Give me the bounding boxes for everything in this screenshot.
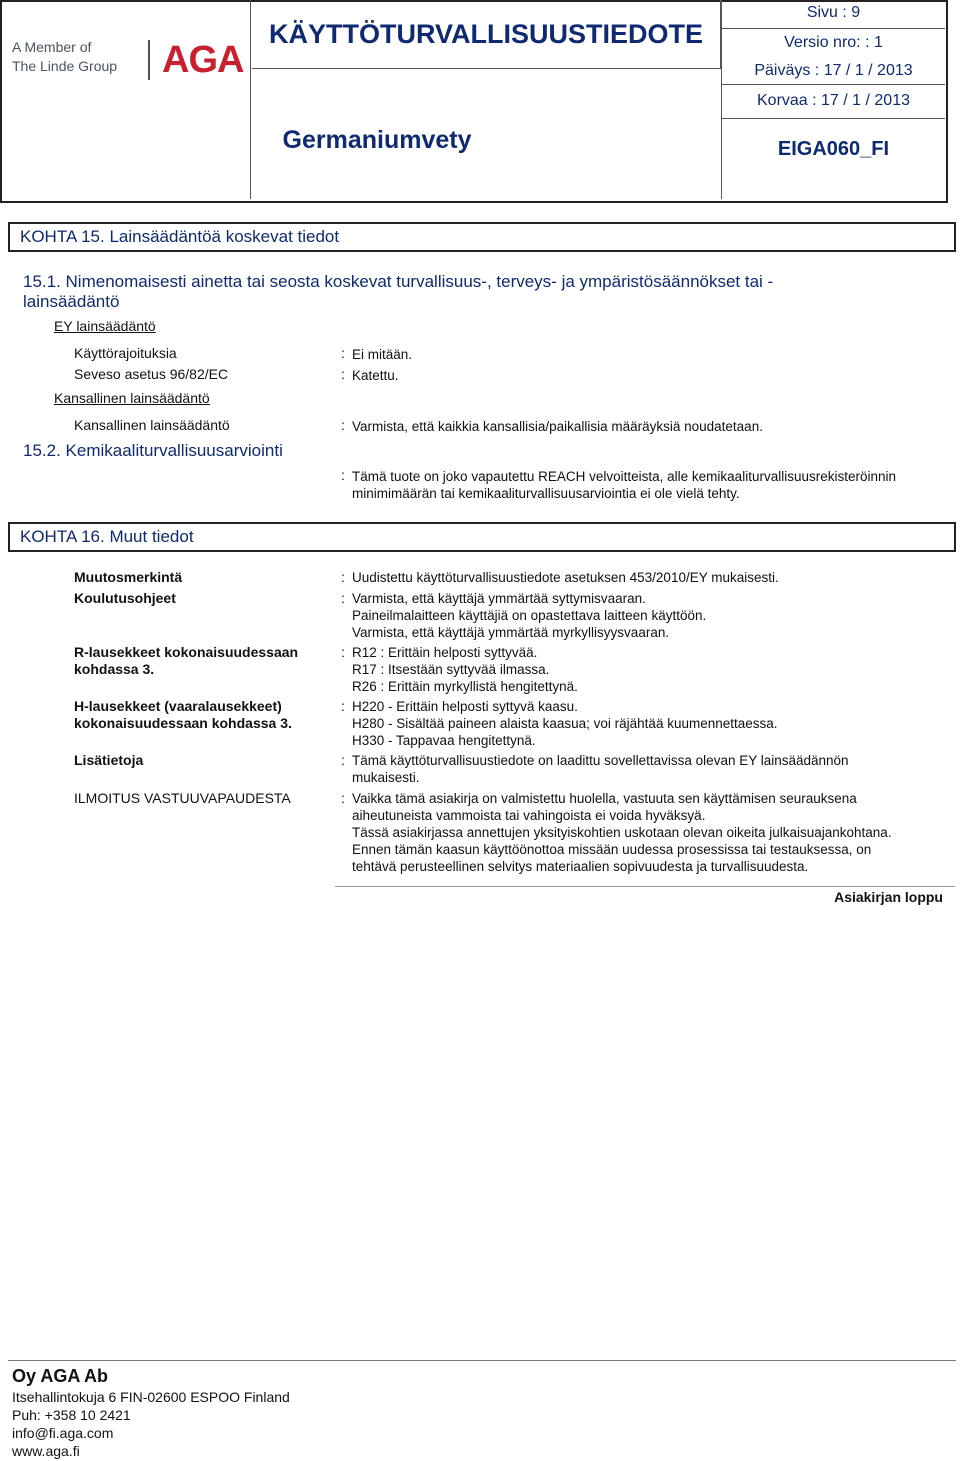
h-phrase-h280: H280 - Sisältää paineen alaista kaasua; voi räjähtää kuumennettaessa. — [352, 716, 778, 731]
footer-company-name: Oy AGA Ab — [12, 1366, 109, 1386]
subsection-15-1-title-line2: lainsäädäntö — [23, 292, 120, 311]
page-number: Sivu : 9 — [806, 4, 861, 21]
chemical-safety-value-line2: minimimäärän tai kemikaaliturvallisuusarviointia ei ole vielä tehty. — [352, 486, 740, 501]
version-number: Versio nro: : 1 — [784, 34, 883, 51]
meta-divider — [722, 28, 945, 29]
h-phrase-h220: H220 - Erittäin helposti syttyvä kaasu. — [352, 699, 578, 714]
colon: : — [341, 345, 345, 361]
additional-info-label: Lisätietoja — [74, 752, 144, 768]
colon: : — [341, 590, 345, 606]
r-phrase-r12: R12 : Erittäin helposti syttyvää. — [352, 645, 538, 660]
colon: : — [341, 467, 345, 483]
r-phrases-label-line1: R-lausekkeet kokonaisuudessaan — [74, 644, 299, 660]
colon: : — [341, 366, 345, 382]
end-of-document-label: Asiakirjan loppu — [834, 889, 943, 905]
r-phrases-label-line2: kohdassa 3. — [74, 661, 155, 677]
aga-logo: AGA — [162, 39, 244, 81]
document-code: EIGA060_FI — [777, 138, 890, 160]
national-legislation-heading: Kansallinen lainsäädäntö — [54, 390, 210, 406]
document-header — [0, 0, 948, 203]
h-phrase-h330: H330 - Tappavaa hengitettynä. — [352, 733, 536, 748]
logo-divider — [148, 40, 150, 80]
h-phrases-label-line2: kokonaisuudessaan kohdassa 3. — [74, 715, 292, 731]
disclaimer-line5: tehtävä perusteellinen selvitys materiaalien sopivuudesta ja turvallisuudesta. — [352, 859, 809, 874]
seveso-label: Seveso asetus 96/82/EC — [74, 366, 229, 382]
footer-email: info@fi.aga.com — [12, 1425, 114, 1441]
training-value-line1: Varmista, että käyttäjä ymmärtää syttymisvaaran. — [352, 591, 646, 606]
subsection-15-2-title: 15.2. Kemikaaliturvallisuusarviointi — [23, 441, 283, 460]
colon: : — [341, 698, 345, 714]
disclaimer-line2: aiheutuneista vammoista tai vahingoista ei voida hyväksyä. — [352, 808, 706, 823]
section-16-title: KOHTA 16. Muut tiedot — [8, 522, 956, 552]
national-legislation-label: Kansallinen lainsäädäntö — [74, 417, 230, 433]
product-name: Germaniumvety — [282, 126, 472, 154]
training-value-line3: Varmista, että käyttäjä ymmärtää myrkyllisyysvaaran. — [352, 625, 670, 640]
h-phrases-label-line1: H-lausekkeet (vaaralausekkeet) — [74, 698, 282, 714]
use-restrictions-label: Käyttörajoituksia — [74, 345, 177, 361]
revision-value: Uudistettu käyttöturvallisuustiedote asetuksen 453/2010/EY mukaisesti. — [352, 570, 779, 585]
colon: : — [341, 569, 345, 585]
r-phrase-r17: R17 : Itsestään syttyvää ilmassa. — [352, 662, 550, 677]
colon: : — [341, 644, 345, 660]
member-line-1: A Member of — [12, 39, 92, 55]
disclaimer-line3: Tässä asiakirjassa annettujen yksityiskohtien uskotaan olevan oikeita julkaisuajankohtana. — [352, 825, 892, 840]
revision-label: Muutosmerkintä — [74, 569, 183, 585]
additional-info-line1: Tämä käyttöturvallisuustiedote on laadittu sovellettavissa olevan EY lainsäädännön — [352, 753, 849, 768]
member-line-2: The Linde Group — [12, 58, 118, 74]
national-legislation-value: Varmista, että kaikkia kansallisia/paikallisia määräyksiä noudatetaan. — [352, 419, 763, 434]
footer-website: www.aga.fi — [12, 1443, 80, 1459]
document-title: KÄYTTÖTURVALLISUUSTIEDOTE — [252, 0, 721, 69]
replaces-date: Korvaa : 17 / 1 / 2013 — [757, 92, 910, 109]
colon: : — [341, 790, 345, 806]
footer-phone: Puh: +358 10 2421 — [12, 1407, 131, 1423]
r-phrase-r26: R26 : Erittäin myrkyllistä hengitettynä. — [352, 679, 578, 694]
issue-date: Päiväys : 17 / 1 / 2013 — [754, 62, 913, 79]
document-meta — [721, 0, 945, 199]
linde-member-text — [12, 38, 117, 76]
end-divider — [335, 886, 955, 887]
use-restrictions-value: Ei mitään. — [352, 347, 413, 362]
disclaimer-line1: Vaikka tämä asiakirja on valmistettu huolella, vastuuta sen käyttämisen seurauksena — [352, 791, 857, 806]
eu-legislation-label: EY lainsäädäntö — [54, 318, 156, 334]
additional-info-line2: mukaisesti. — [352, 770, 420, 785]
disclaimer-label: ILMOITUS VASTUUVAPAUDESTA — [74, 790, 291, 806]
training-label: Koulutusohjeet — [74, 590, 176, 606]
section-15-title: KOHTA 15. Lainsäädäntöä koskevat tiedot — [8, 222, 956, 252]
colon: : — [341, 417, 345, 433]
disclaimer-line4: Ennen tämän kaasun käyttöönottoa missään uudessa prosessissa tai testauksessa, on — [352, 842, 872, 857]
footer-address: Itsehallintokuja 6 FIN-02600 ESPOO Finland — [12, 1389, 290, 1405]
meta-divider — [722, 118, 945, 119]
meta-divider — [722, 84, 945, 85]
training-value-line2: Paineilmalaitteen käyttäjiä on opastettava laitteen käyttöön. — [352, 608, 707, 623]
subsection-15-1-title-line1: 15.1. Nimenomaisesti ainetta tai seosta koskevat turvallisuus-, terveys- ja ympäristösäännökset tai - — [23, 272, 774, 291]
colon: : — [341, 752, 345, 768]
seveso-value: Katettu. — [352, 368, 399, 383]
chemical-safety-value-line1: Tämä tuote on joko vapautettu REACH velvoitteista, alle kemikaaliturvallisuusrekisteröinnin — [352, 469, 897, 484]
logo-cell — [0, 0, 251, 199]
footer-divider — [8, 1360, 956, 1361]
